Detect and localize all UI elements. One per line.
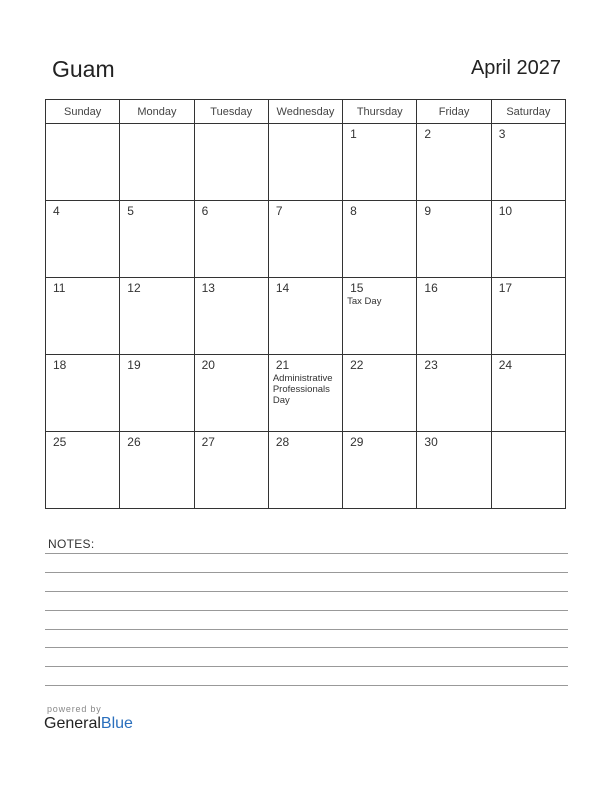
day-number: 3: [498, 127, 506, 141]
day-number: 1: [350, 127, 357, 141]
note-line: [45, 610, 568, 611]
weekday-header: Thursday: [343, 100, 417, 124]
day-number: 16: [424, 281, 438, 295]
notes-label: NOTES:: [48, 537, 95, 551]
brand-logo: [44, 704, 133, 733]
day-number: 7: [275, 204, 283, 218]
day-number: 17: [498, 281, 513, 295]
calendar-week-row: [46, 432, 566, 509]
day-cell: [194, 355, 268, 432]
day-cell: [46, 201, 120, 278]
day-cell: [194, 124, 268, 201]
day-cell: [343, 124, 417, 201]
day-cell: [120, 432, 194, 509]
day-number: 19: [127, 358, 141, 372]
holiday-label: Administrative Professionals Day: [272, 373, 333, 406]
brand-name-accent: Blue: [100, 715, 133, 732]
weekday-header: Sunday: [46, 100, 120, 124]
day-cell: [343, 355, 417, 432]
day-cell: [194, 201, 268, 278]
day-number: 15: [350, 281, 364, 295]
weekday-header-row: [46, 100, 566, 124]
day-cell: [120, 278, 194, 355]
day-number: 29: [350, 435, 364, 449]
day-number: 20: [201, 358, 215, 372]
day-number: 23: [424, 358, 438, 372]
note-line: [45, 591, 568, 592]
day-number: 12: [127, 281, 141, 295]
day-number: 26: [127, 435, 141, 449]
brand-name-main: General: [44, 715, 101, 732]
day-number: 27: [201, 435, 215, 449]
day-number: 2: [424, 127, 432, 141]
calendar-grid: [45, 99, 566, 509]
day-cell: [491, 124, 565, 201]
calendar-week-row: [46, 124, 566, 201]
day-cell: [417, 432, 491, 509]
weekday-header: Monday: [120, 100, 194, 124]
day-cell: [194, 278, 268, 355]
day-number: 30: [424, 435, 438, 449]
day-cell: [268, 432, 342, 509]
day-cell: [491, 278, 565, 355]
brand-name: [44, 715, 133, 733]
holiday-label: Tax Day: [347, 296, 382, 307]
day-cell: [417, 201, 491, 278]
day-cell: [491, 432, 565, 509]
day-cell: [491, 355, 565, 432]
note-line: [45, 553, 568, 554]
day-number: 5: [127, 204, 134, 218]
day-number: 9: [424, 204, 432, 218]
weekday-header: Saturday: [491, 100, 565, 124]
day-number: 6: [201, 204, 209, 218]
day-number: 4: [53, 204, 60, 218]
day-number: 13: [201, 281, 215, 295]
day-number: 21: [275, 358, 290, 372]
day-cell: [120, 201, 194, 278]
day-cell: [46, 355, 120, 432]
calendar-week-row: [46, 355, 566, 432]
day-cell: [417, 355, 491, 432]
region-title: Guam: [52, 56, 115, 82]
day-number: 18: [53, 358, 67, 372]
day-cell: [268, 124, 342, 201]
day-number: 22: [350, 358, 364, 372]
note-line: [45, 666, 568, 667]
note-line: [45, 572, 568, 573]
day-number: 25: [53, 435, 67, 449]
day-cell: [268, 278, 342, 355]
day-cell: [46, 278, 120, 355]
day-number: 11: [53, 281, 66, 295]
day-cell: [46, 432, 120, 509]
day-cell: [343, 201, 417, 278]
day-number: 28: [275, 435, 290, 449]
powered-by-text: powered by: [47, 704, 102, 714]
day-number: 8: [350, 204, 357, 218]
day-cell: [343, 278, 417, 355]
month-title: April 2027: [470, 57, 561, 79]
note-line: [45, 647, 568, 648]
calendar-week-row: [46, 278, 566, 355]
day-cell: [417, 278, 491, 355]
weekday-header: Friday: [417, 100, 491, 124]
note-line: [45, 629, 568, 630]
day-number: 24: [498, 358, 513, 372]
day-cell: [491, 201, 565, 278]
day-cell: [268, 355, 342, 432]
note-line: [45, 685, 568, 686]
weekday-header: Tuesday: [194, 100, 268, 124]
day-number: 10: [498, 204, 513, 218]
weekday-header: Wednesday: [268, 100, 342, 124]
day-cell: [194, 432, 268, 509]
day-cell: [120, 355, 194, 432]
day-cell: [417, 124, 491, 201]
calendar-week-row: [46, 201, 566, 278]
day-cell: [268, 201, 342, 278]
day-number: 14: [275, 281, 290, 295]
day-cell: [120, 124, 194, 201]
day-cell: [46, 124, 120, 201]
day-cell: [343, 432, 417, 509]
